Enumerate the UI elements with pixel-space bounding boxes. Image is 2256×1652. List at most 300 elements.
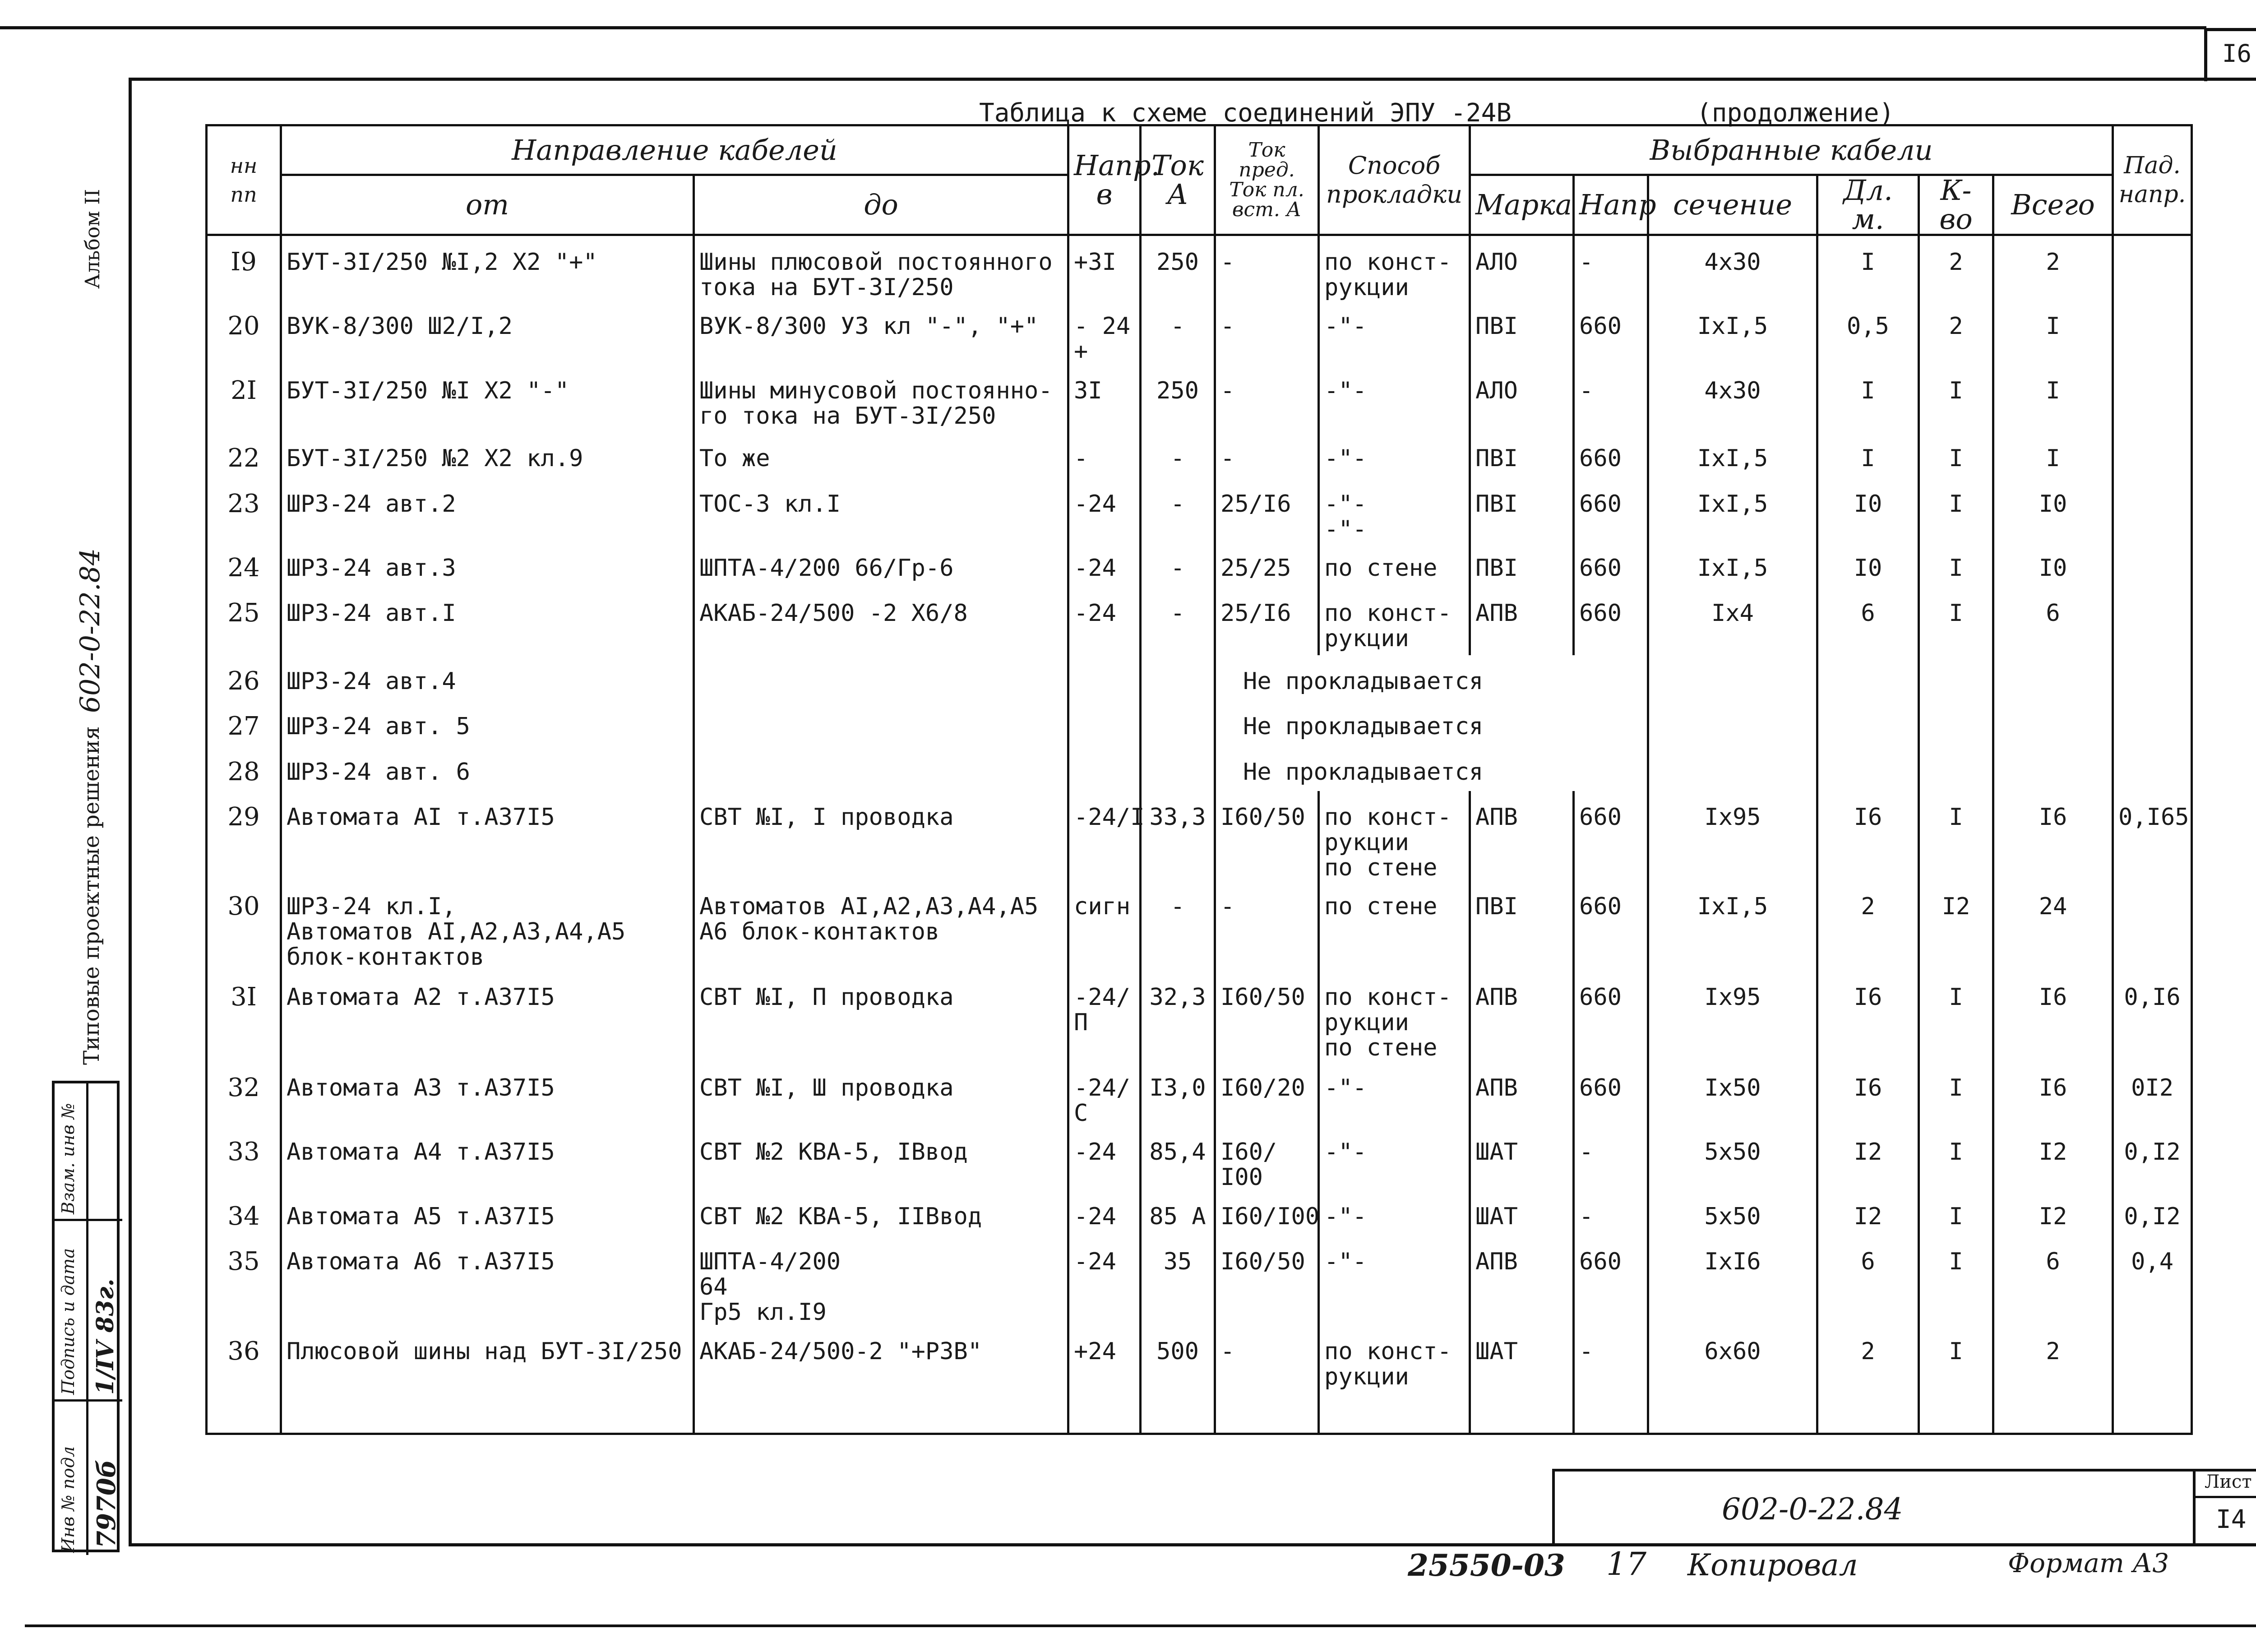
cable-voltage-cell: 660 [1574, 300, 1648, 364]
current-cell: - [1141, 300, 1215, 364]
row-number: 34 [207, 1190, 281, 1236]
current-cell [1141, 700, 1215, 745]
total-cell: I [1993, 300, 2113, 364]
current-cell: 85 А [1141, 1190, 1215, 1236]
section-cell: Iх50 [1648, 1062, 1817, 1126]
voltage-drop-cell [2113, 700, 2192, 745]
from-cell: БУТ-3I/250 №I Х2 "-" [281, 365, 694, 432]
count-cell: 2 [1919, 300, 1993, 364]
section-cell: Iх4 [1648, 587, 1817, 655]
footer-format: Формат А3 [2008, 1548, 2169, 1578]
cable-voltage-cell: 660 [1574, 1236, 1648, 1325]
count-cell: I [1919, 1126, 1993, 1190]
total-cell [1993, 700, 2113, 745]
laying-cell: по конст- рукции [1319, 1325, 1470, 1434]
count-cell: I [1919, 1236, 1993, 1325]
row-number: 33 [207, 1126, 281, 1190]
row-number: 25 [207, 587, 281, 655]
voltage-drop-cell [2113, 432, 2192, 477]
current-cell: I3,0 [1141, 1062, 1215, 1126]
table-row [207, 971, 2192, 1062]
total-cell: I0 [1993, 478, 2113, 542]
table-row [207, 1062, 2192, 1126]
mark-cell: ШАТ [1470, 1190, 1574, 1236]
header-from: от [281, 175, 694, 235]
count-cell: I [1919, 478, 1993, 542]
stamp-divider [55, 1219, 122, 1221]
voltage-drop-cell [2113, 235, 2192, 301]
header-voltage: Напр. в [1068, 125, 1141, 235]
section-cell [1648, 700, 1817, 745]
row-number: 26 [207, 655, 281, 700]
header-current-protection: Ток пред. Ток пл. вст. А [1215, 125, 1319, 235]
current-cell: - [1141, 478, 1215, 542]
table-row [207, 1236, 2192, 1325]
section-cell: IхI,5 [1648, 542, 1817, 587]
total-cell: I [1993, 432, 2113, 477]
row-number: 23 [207, 478, 281, 542]
length-cell [1817, 700, 1919, 745]
current-protection-cell: I60/ I00 [1215, 1126, 1319, 1190]
voltage-cell: - 24 + [1068, 300, 1141, 364]
current-cell: - [1141, 880, 1215, 971]
row-number: 28 [207, 746, 281, 791]
current-protection-cell: 25/I6 [1215, 478, 1319, 542]
section-cell: IхI,5 [1648, 300, 1817, 364]
laying-cell: по конст- рукции по стене [1319, 971, 1470, 1062]
total-cell: 2 [1993, 1325, 2113, 1434]
from-cell: Плюсовой шины над БУТ-3I/250 [281, 1325, 694, 1434]
section-cell: IхI,5 [1648, 880, 1817, 971]
length-cell: I6 [1817, 971, 1919, 1062]
voltage-drop-cell: 0,I2 [2113, 1190, 2192, 1236]
voltage-drop-cell: 0I2 [2113, 1062, 2192, 1126]
table-row [207, 478, 2192, 542]
table-row [207, 700, 2192, 745]
voltage-cell: -24 [1068, 1126, 1141, 1190]
from-cell: БУТ-3I/250 №I,2 Х2 "+" [281, 235, 694, 301]
cable-voltage-cell: 660 [1574, 1062, 1648, 1126]
section-cell: 5х50 [1648, 1126, 1817, 1190]
total-cell: I [1993, 365, 2113, 432]
current-protection-cell: 25/I6 [1215, 587, 1319, 655]
current-protection-cell: I60/50 [1215, 1236, 1319, 1325]
to-cell: СВТ №I, I проводка [694, 791, 1068, 881]
row-number: 36 [207, 1325, 281, 1434]
page-number: I6 [2222, 39, 2252, 68]
sheet-divider [2196, 1496, 2256, 1498]
stamp-sign-label: Подпись и дата [58, 1248, 78, 1395]
table-row [207, 746, 2192, 791]
mark-cell: АПВ [1470, 1062, 1574, 1126]
table-row [207, 791, 2192, 881]
current-protection-cell: I60/20 [1215, 1062, 1319, 1126]
from-cell: ВУК-8/300 Ш2/I,2 [281, 300, 694, 364]
header-laying: Способ прокладки [1319, 125, 1470, 235]
mark-cell: АПВ [1470, 971, 1574, 1062]
count-cell [1919, 746, 1993, 791]
length-cell: I0 [1817, 478, 1919, 542]
current-protection-cell: I60/50 [1215, 971, 1319, 1062]
header-length: Дл. м. [1817, 175, 1919, 235]
to-cell: ТОС-3 кл.I [694, 478, 1068, 542]
voltage-drop-cell [2113, 655, 2192, 700]
voltage-cell: +3I [1068, 235, 1141, 301]
cable-voltage-cell: 660 [1574, 432, 1648, 477]
row-number: 27 [207, 700, 281, 745]
length-cell: 2 [1817, 880, 1919, 971]
current-cell: 33,3 [1141, 791, 1215, 881]
voltage-cell: - [1068, 432, 1141, 477]
from-cell: Автомата А5 т.А37I5 [281, 1190, 694, 1236]
voltage-drop-cell [2113, 587, 2192, 655]
voltage-drop-cell [2113, 478, 2192, 542]
length-cell: I0 [1817, 542, 1919, 587]
page-number-box [2204, 28, 2256, 81]
footer-count: 17 [1606, 1546, 1647, 1583]
section-cell: 5х50 [1648, 1190, 1817, 1236]
laying-cell: по конст- рукции [1319, 587, 1470, 655]
side-label-series: Типовые проектные решения [79, 726, 104, 1065]
voltage-cell: -24 [1068, 542, 1141, 587]
current-protection-cell: - [1215, 432, 1319, 477]
to-cell: Автоматов АI,А2,А3,А4,А5 А6 блок-контактов [694, 880, 1068, 971]
sheet-label: Лист [2205, 1472, 2252, 1492]
from-cell: Автомата АI т.А37I5 [281, 791, 694, 881]
table-row [207, 542, 2192, 587]
cable-voltage-cell: - [1574, 235, 1648, 301]
laying-cell: -"- [1319, 365, 1470, 432]
voltage-cell [1068, 746, 1141, 791]
mark-cell: АПВ [1470, 587, 1574, 655]
cable-voltage-cell: 660 [1574, 971, 1648, 1062]
length-cell [1817, 746, 1919, 791]
voltage-cell: -24/С [1068, 1062, 1141, 1126]
from-cell: Автомата А3 т.А37I5 [281, 1062, 694, 1126]
current-cell: - [1141, 432, 1215, 477]
mark-cell: АПВ [1470, 1236, 1574, 1325]
to-cell: АКАБ-24/500 -2 Х6/8 [694, 587, 1068, 655]
voltage-cell: -24 [1068, 478, 1141, 542]
mark-cell: ПВI [1470, 542, 1574, 587]
to-cell: СВТ №I, Ш проводка [694, 1062, 1068, 1126]
to-cell: ВУК-8/300 У3 кл "-", "+" [694, 300, 1068, 364]
cable-voltage-cell: - [1574, 1325, 1648, 1434]
header-total: Всего [1993, 175, 2113, 235]
laying-cell: по стене [1319, 880, 1470, 971]
voltage-cell: -24 [1068, 587, 1141, 655]
count-cell: I [1919, 1062, 1993, 1126]
current-protection-cell: - [1215, 880, 1319, 971]
section-cell [1648, 746, 1817, 791]
section-cell: Iх95 [1648, 791, 1817, 881]
header-cable-voltage: Напр [1574, 175, 1648, 235]
from-cell: Автомата А2 т.А37I5 [281, 971, 694, 1062]
count-cell: I2 [1919, 880, 1993, 971]
count-cell: I [1919, 1190, 1993, 1236]
header-section: сечение [1648, 175, 1817, 235]
to-cell: ШПТА-4/200 66/Гр-6 [694, 542, 1068, 587]
current-protection-cell: - [1215, 365, 1319, 432]
current-cell: 250 [1141, 365, 1215, 432]
laying-cell: по конст- рукции по стене [1319, 791, 1470, 881]
mark-cell: ШАТ [1470, 1325, 1574, 1434]
stamp-sign-value: 1/IV 83г. [92, 1278, 119, 1395]
from-cell: ШРЗ-24 кл.I, Автоматов АI,А2,А3,А4,А5 блок-контактов [281, 880, 694, 971]
table-row [207, 235, 2192, 301]
voltage-cell: сигн [1068, 880, 1141, 971]
top-rule [0, 26, 2206, 29]
cable-voltage-cell: 660 [1574, 587, 1648, 655]
count-cell: I [1919, 1325, 1993, 1434]
current-protection-cell: - [1215, 235, 1319, 301]
total-cell [1993, 655, 2113, 700]
mark-cell: ШАТ [1470, 1126, 1574, 1190]
length-cell: I [1817, 365, 1919, 432]
header-selected-cables: Выбранные кабели [1470, 125, 2113, 175]
to-cell: СВТ №2 КВА-5, IIВвод [694, 1190, 1068, 1236]
header-count: К-во [1919, 175, 1993, 235]
to-cell: Шины плюсовой постоянного тока на БУТ-3I/250 [694, 235, 1068, 301]
stamp-divider [86, 1083, 88, 1555]
section-cell: IхI,5 [1648, 478, 1817, 542]
to-cell [694, 700, 1068, 745]
approval-stamp [52, 1081, 120, 1552]
length-cell: I6 [1817, 1062, 1919, 1126]
current-protection-cell: - [1215, 300, 1319, 364]
count-cell: I [1919, 432, 1993, 477]
count-cell: I [1919, 365, 1993, 432]
table-row [207, 432, 2192, 477]
table-row [207, 1126, 2192, 1190]
section-cell: 4х30 [1648, 365, 1817, 432]
row-number: 2I [207, 365, 281, 432]
to-cell: СВТ №I, П проводка [694, 971, 1068, 1062]
section-cell: IхI6 [1648, 1236, 1817, 1325]
voltage-drop-cell [2113, 746, 2192, 791]
row-number: 29 [207, 791, 281, 881]
current-protection-cell: I60/I00 [1215, 1190, 1319, 1236]
table-row [207, 1190, 2192, 1236]
total-cell: 6 [1993, 587, 2113, 655]
current-protection-cell: - [1215, 1325, 1319, 1434]
table-title: Таблица к схеме соединений ЭПУ -24В [979, 98, 1512, 128]
current-cell: - [1141, 542, 1215, 587]
count-cell: I [1919, 587, 1993, 655]
voltage-cell: -24/I [1068, 791, 1141, 881]
current-cell: - [1141, 587, 1215, 655]
table-row [207, 655, 2192, 700]
length-cell: 6 [1817, 1236, 1919, 1325]
to-cell: ШПТА-4/200 64 Гр5 кл.I9 [694, 1236, 1068, 1325]
table-row [207, 300, 2192, 364]
voltage-drop-cell: 0,I65 [2113, 791, 2192, 881]
length-cell: I [1817, 235, 1919, 301]
cable-voltage-cell: 660 [1574, 880, 1648, 971]
count-cell [1919, 655, 1993, 700]
continuation-label: (продолжение) [1697, 98, 1895, 128]
header-mark: Марка [1470, 175, 1574, 235]
to-cell: Шины минусовой постоянно- го тока на БУТ-3I/250 [694, 365, 1068, 432]
to-cell: То же [694, 432, 1068, 477]
section-cell: Iх95 [1648, 971, 1817, 1062]
side-label-code: 602-0-22.84 [74, 548, 106, 713]
from-cell: ШРЗ-24 авт.2 [281, 478, 694, 542]
voltage-cell: -24/П [1068, 971, 1141, 1062]
row-number: 20 [207, 300, 281, 364]
mark-cell: ПВI [1470, 300, 1574, 364]
cable-table [205, 124, 2193, 1435]
stamp-inv-value: 7970б [92, 1459, 121, 1548]
count-cell [1919, 700, 1993, 745]
header-voltage-drop: Пад. напр. [2113, 125, 2192, 235]
voltage-drop-cell [2113, 880, 2192, 971]
table-row [207, 587, 2192, 655]
length-cell: I [1817, 432, 1919, 477]
total-cell: I2 [1993, 1126, 2113, 1190]
from-cell: Автомата А6 т.А37I5 [281, 1236, 694, 1325]
header-current: Ток А [1141, 125, 1215, 235]
mark-cell: ПВI [1470, 880, 1574, 971]
current-cell: 250 [1141, 235, 1215, 301]
cable-voltage-cell: 660 [1574, 791, 1648, 881]
count-cell: I [1919, 791, 1993, 881]
current-protection-cell: Не прокладывается [1215, 655, 1648, 700]
table-row [207, 1325, 2192, 1434]
mark-cell: АЛО [1470, 235, 1574, 301]
length-cell: 6 [1817, 587, 1919, 655]
current-cell [1141, 746, 1215, 791]
voltage-drop-cell: 0,I6 [2113, 971, 2192, 1062]
mark-cell: АЛО [1470, 365, 1574, 432]
total-cell: 2 [1993, 235, 2113, 301]
title-block [1552, 1469, 2256, 1546]
section-cell [1648, 655, 1817, 700]
sheet-number: I4 [2216, 1505, 2247, 1534]
voltage-cell: 3I [1068, 365, 1141, 432]
length-cell: I2 [1817, 1126, 1919, 1190]
voltage-cell [1068, 700, 1141, 745]
current-protection-cell: 25/25 [1215, 542, 1319, 587]
stamp-replace-label: Взам. инв № [58, 1103, 78, 1214]
row-number: 32 [207, 1062, 281, 1126]
laying-cell: -"- [1319, 1236, 1470, 1325]
cable-voltage-cell: 660 [1574, 478, 1648, 542]
current-cell: 35 [1141, 1236, 1215, 1325]
row-number: 3I [207, 971, 281, 1062]
laying-cell: -"- [1319, 1126, 1470, 1190]
cable-voltage-cell: - [1574, 365, 1648, 432]
laying-cell: -"- [1319, 1190, 1470, 1236]
section-cell: 4х30 [1648, 235, 1817, 301]
from-cell: ШРЗ-24 авт.3 [281, 542, 694, 587]
from-cell: БУТ-3I/250 №2 Х2 кл.9 [281, 432, 694, 477]
cable-voltage-cell: 660 [1574, 542, 1648, 587]
cable-voltage-cell: - [1574, 1190, 1648, 1236]
count-cell: I [1919, 971, 1993, 1062]
laying-cell: по стене [1319, 542, 1470, 587]
total-cell: I6 [1993, 1062, 2113, 1126]
length-cell: 2 [1817, 1325, 1919, 1434]
section-cell: 6х60 [1648, 1325, 1817, 1434]
length-cell: I6 [1817, 791, 1919, 881]
length-cell: 0,5 [1817, 300, 1919, 364]
count-cell: 2 [1919, 235, 1993, 301]
mark-cell: АПВ [1470, 791, 1574, 881]
total-cell: 24 [1993, 880, 2113, 971]
header-direction: Направление кабелей [281, 125, 1068, 175]
mark-cell: ПВI [1470, 478, 1574, 542]
from-cell: ШРЗ-24 авт.4 [281, 655, 694, 700]
total-cell [1993, 746, 2113, 791]
stamp-divider [55, 1399, 122, 1402]
current-protection-cell: I60/50 [1215, 791, 1319, 881]
voltage-drop-cell [2113, 542, 2192, 587]
from-cell: ШРЗ-24 авт. 5 [281, 700, 694, 745]
table-row [207, 365, 2192, 432]
from-cell: Автомата А4 т.А37I5 [281, 1126, 694, 1190]
voltage-cell: +24 [1068, 1325, 1141, 1434]
current-cell: 500 [1141, 1325, 1215, 1434]
laying-cell: -"- [1319, 432, 1470, 477]
row-number: 35 [207, 1236, 281, 1325]
total-cell: I6 [1993, 791, 2113, 881]
voltage-cell [1068, 655, 1141, 700]
title-block-code: 602-0-22.84 [1722, 1492, 1903, 1527]
table-row [207, 880, 2192, 971]
to-cell [694, 655, 1068, 700]
length-cell [1817, 655, 1919, 700]
bottom-rule [25, 1624, 2256, 1627]
stamp-inv-label: Инв № подл [58, 1446, 78, 1553]
total-cell: I6 [1993, 971, 2113, 1062]
to-cell: АКАБ-24/500-2 "+РЗВ" [694, 1325, 1068, 1434]
current-protection-cell: Не прокладывается [1215, 746, 1648, 791]
current-cell: 32,3 [1141, 971, 1215, 1062]
voltage-drop-cell: 0,4 [2113, 1236, 2192, 1325]
voltage-drop-cell: 0,I2 [2113, 1126, 2192, 1190]
cable-voltage-cell: - [1574, 1126, 1648, 1190]
current-cell [1141, 655, 1215, 700]
from-cell: ШРЗ-24 авт.I [281, 587, 694, 655]
row-number: 30 [207, 880, 281, 971]
laying-cell: -"- [1319, 300, 1470, 364]
header-to: до [694, 175, 1068, 235]
voltage-drop-cell [2113, 365, 2192, 432]
length-cell: I2 [1817, 1190, 1919, 1236]
mark-cell: ПВI [1470, 432, 1574, 477]
voltage-drop-cell [2113, 1325, 2192, 1434]
voltage-cell: -24 [1068, 1236, 1141, 1325]
footer-copied: Копировал [1687, 1548, 1858, 1583]
footer-order: 25550-03 [1408, 1548, 1565, 1583]
laying-cell: -"- -"- [1319, 478, 1470, 542]
row-number: 22 [207, 432, 281, 477]
header-nn: нн пп [207, 125, 281, 235]
side-label-album: Альбом II [81, 189, 104, 289]
sheet-box [2193, 1469, 2256, 1546]
laying-cell: по конст- рукции [1319, 235, 1470, 301]
row-number: 24 [207, 542, 281, 587]
to-cell [694, 746, 1068, 791]
count-cell: I [1919, 542, 1993, 587]
from-cell: ШРЗ-24 авт. 6 [281, 746, 694, 791]
total-cell: 6 [1993, 1236, 2113, 1325]
current-protection-cell: Не прокладывается [1215, 700, 1648, 745]
to-cell: СВТ №2 КВА-5, IВвод [694, 1126, 1068, 1190]
voltage-drop-cell [2113, 300, 2192, 364]
current-cell: 85,4 [1141, 1126, 1215, 1190]
